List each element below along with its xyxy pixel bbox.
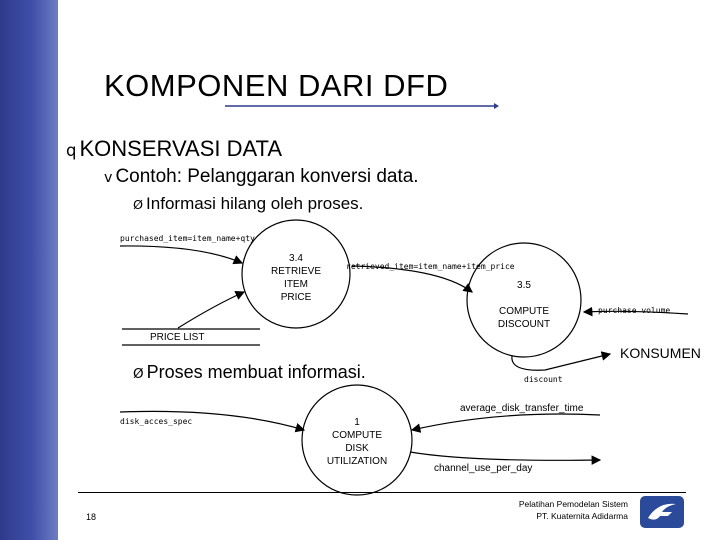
company-logo [640,496,684,528]
process-1-number: 1 [354,417,360,428]
page-number: 18 [86,512,97,522]
flow-label-channel-use: channel_use_per_day [434,463,533,474]
process-3-4-name-line2: ITEM [284,279,308,290]
process-3-5-circle [467,243,581,357]
bullet-arrow-marker: Ø [133,366,144,382]
flow-label-purchase-volume: purchase volume [598,306,671,315]
process-3-5-name-line1: COMPUTE [499,306,549,317]
flow-label-retrieved: retrieved_item=item_name+item_price [346,262,515,271]
process-3-5-name [484,305,564,331]
process-3-4-number: 3.4 [289,253,303,264]
flow-store-arrow [178,292,244,328]
data-store-price-list: PRICE LIST [150,332,205,343]
bullet-level3-b-text: Proses membuat informasi. [146,362,366,382]
flow-avg-disk-arrow [412,414,600,430]
bullet-level2-text: Contoh: Pelanggaran konversi data. [115,166,419,187]
process-1-name-line3: UTILIZATION [326,456,388,467]
flow-channel-arrow [410,452,600,460]
external-entity-konsumen: KONSUMEN [620,345,701,361]
bullet-arrow-marker: Ø [133,198,144,213]
flow-label-purchased: purchased_item=item_name+qty [120,234,255,243]
flow-purchased-arrow [120,246,242,263]
process-1-name-line1: COMPUTE [332,430,382,441]
slide-title: KOMPONEN DARI DFD [104,68,449,103]
bullet-q-marker: q [66,141,77,160]
process-3-5-number: 3.5 [517,280,531,291]
flow-label-discount: discount [524,375,563,384]
bullet-level3-a-text: Informasi hilang oleh proses. [146,194,364,213]
process-3-5-name-line2: DISCOUNT [497,319,551,330]
process-1-name-line2: DISK [345,443,369,454]
flow-label-disk-acces: disk_acces_spec [120,417,193,426]
bullet-level1-text: KONSERVASI DATA [79,136,283,161]
bullet-v-marker: v [104,170,113,186]
process-3-4-name-line3: PRICE [280,292,312,303]
process-3-4-name-line1: RETRIEVE [270,266,321,277]
process-3-4-label [254,252,338,304]
footer-divider [78,492,686,493]
flow-label-average-disk: average_disk_transfer_time [460,403,584,414]
process-1-label [312,416,402,468]
footer-line1: Pelatihan Pemodelan Sistem [518,499,628,509]
footer-text [519,498,628,522]
footer-line2: PT. Kuaternita Adidarma [536,511,628,521]
